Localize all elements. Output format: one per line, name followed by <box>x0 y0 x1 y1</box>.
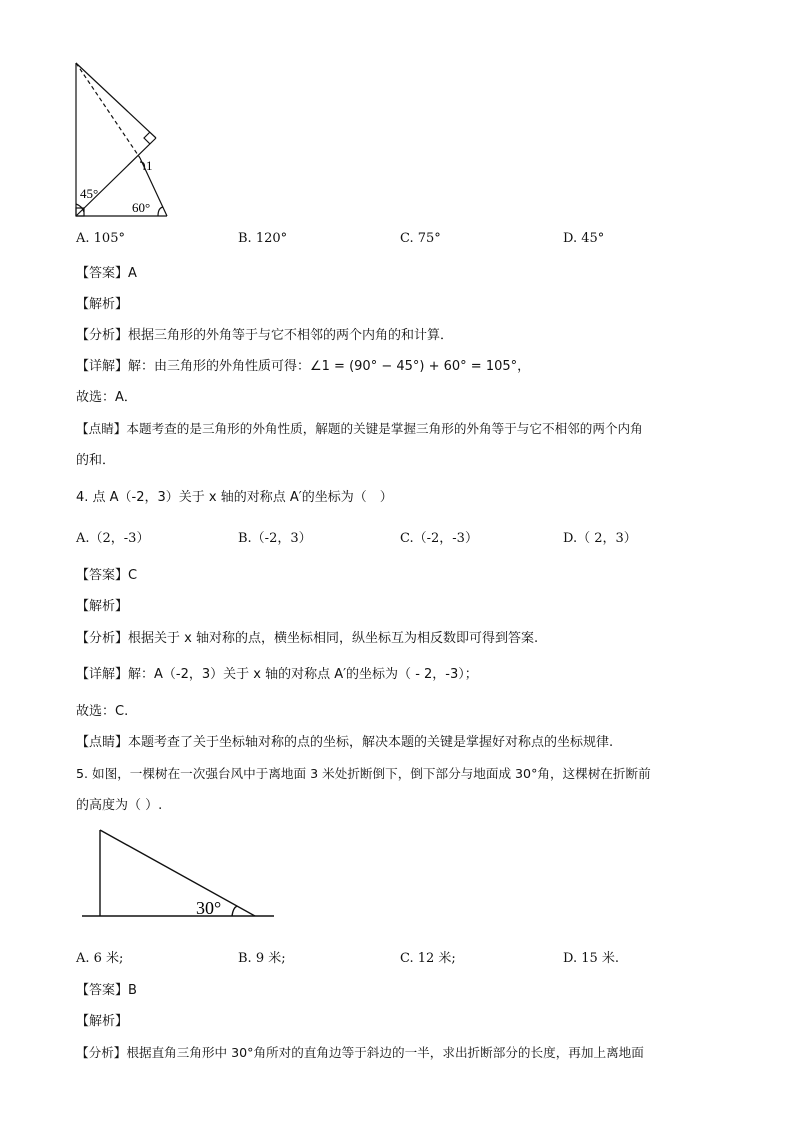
q3-right-angle-mark <box>144 132 150 144</box>
q4-comment: 【点睛】本题考查了关于坐标轴对称的点的坐标，解决本题的关键是掌握好对称点的坐标规律. <box>76 735 614 750</box>
q5-option-a: A. 6 米; <box>76 951 124 966</box>
q3-angle-1-label: 1 <box>146 158 153 173</box>
q3-option-a: A. 105° <box>76 231 125 246</box>
q5-angle-30-label: 30° <box>196 898 222 918</box>
q3-angle-60-label: 60° <box>132 200 151 215</box>
q5-question-line1: 5. 如图，一棵树在一次强台风中于离地面 3 米处折断倒下，倒下部分与地面成 30°角，这棵树在折断前 <box>76 766 651 781</box>
q3-detail: 【详解】解：由三角形的外角性质可得：∠1 = (90° − 45°) + 60° = 105°， <box>76 359 531 374</box>
q3-options <box>76 231 736 251</box>
q5-fallen-part <box>100 830 255 916</box>
q5-analysis: 【分析】根据直角三角形中 30°角所对的直角边等于斜边的一半，求出折断部分的长度，再加上离地面 <box>76 1045 644 1060</box>
q4-question: 4. 点 A（-2，3）关于 x 轴的对称点 A′的坐标为（ ） <box>76 490 393 505</box>
q5-angle-arc <box>232 906 237 916</box>
q4-options <box>76 527 736 547</box>
q4-option-b: B.（-2，3） <box>238 531 312 546</box>
q4-analysis: 【分析】根据关于 x 轴对称的点，横坐标相同，纵坐标互为相反数即可得到答案. <box>76 631 539 646</box>
q3-analysis-header: 【解析】 <box>76 297 129 312</box>
q5-option-c: C. 12 米; <box>400 951 456 966</box>
q3-option-d: D. 45° <box>563 231 605 246</box>
q4-choice: 故选：C. <box>76 704 129 719</box>
q5-options <box>76 947 736 967</box>
q5-option-d: D. 15 米. <box>563 951 620 966</box>
q5-question-line2: 的高度为（ ）. <box>76 798 163 813</box>
q3-long-side <box>76 63 156 138</box>
q3-comment-line2: 的和． <box>76 453 116 468</box>
q4-option-a: A.（2，-3） <box>76 531 150 546</box>
q3-choice: 故选：A． <box>76 390 137 405</box>
q3-option-c: C. 75° <box>400 231 441 246</box>
q4-answer: 【答案】C <box>76 568 138 583</box>
q5-analysis-header: 【解析】 <box>76 1014 129 1029</box>
q4-option-d: D.（ 2，3） <box>563 531 637 546</box>
q5-option-b: B. 9 米; <box>238 951 286 966</box>
q3-analysis: 【分析】根据三角形的外角等于与它不相邻的两个内角的和计算． <box>76 328 454 343</box>
q3-dashed-line <box>76 63 140 158</box>
q5-tree-figure <box>80 826 280 922</box>
q3-triangle-figure <box>70 58 180 220</box>
q3-answer: 【答案】A <box>76 266 137 281</box>
q3-option-b: B. 120° <box>238 231 288 246</box>
q3-angle-45-label: 45° <box>80 186 99 201</box>
q4-detail: 【详解】解：A（-2，3）关于 x 轴的对称点 A′的坐标为（ - 2，-3）； <box>76 667 478 682</box>
q3-comment-line1: 【点睛】本题考查的是三角形的外角性质，解题的关键是掌握三角形的外角等于与它不相邻的两个内角 <box>76 421 643 436</box>
q3-angle-60-arc <box>158 207 163 216</box>
q5-answer: 【答案】B <box>76 983 137 998</box>
q4-option-c: C.（-2，-3） <box>400 531 478 546</box>
q4-analysis-header: 【解析】 <box>76 599 129 614</box>
